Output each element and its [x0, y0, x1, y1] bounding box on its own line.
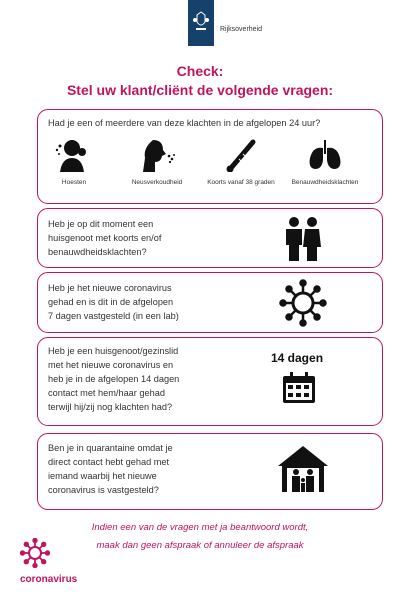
- symptom-label: Neusverkoudheid: [131, 179, 183, 186]
- question-line: gehad en is dit in de afgelopen: [48, 297, 174, 307]
- question-line: Heb je een huisgenoot/gezinslid: [48, 346, 179, 356]
- symptom-label: Benauwdheidsklachten: [291, 179, 359, 186]
- question-line: benauwdheidsklachten?: [48, 247, 147, 257]
- symptom-label: Hoesten: [61, 179, 87, 186]
- question-line: met het nieuwe coronavirus en: [48, 360, 174, 370]
- question-box-quarantine: [37, 433, 383, 510]
- coronavirus-logo-icon: [20, 538, 50, 568]
- question-line: iemand waarbij het nieuwe: [48, 471, 157, 481]
- logo-text: Rijksoverheid: [220, 26, 263, 33]
- question-box-housemate: [37, 208, 383, 268]
- question-line: Heb je op dit moment een: [48, 219, 154, 229]
- question-box-symptoms: [37, 109, 383, 204]
- symptom-breathing: [290, 138, 360, 187]
- calendar-icon: [282, 372, 316, 404]
- question-box-contact: [37, 337, 383, 426]
- question-line: huisgenoot met koorts en/of: [48, 233, 162, 243]
- cough-icon: [54, 138, 94, 172]
- lungs-icon: [305, 138, 345, 172]
- coronavirus-brand-text: coronavirus: [20, 574, 78, 585]
- thermometer-icon: [221, 138, 261, 172]
- question-line: contact met hem/haar gehad: [48, 388, 165, 398]
- days-label: 14 dagen: [271, 351, 324, 365]
- page-subtitle: Stel uw klant/cliënt de volgende vragen:: [66, 82, 334, 98]
- footer-line: Indien een van de vragen met ja beantwoord wordt,: [91, 522, 309, 533]
- question-line: coronavirus is vastgesteld?: [48, 485, 159, 495]
- question-box-infected: [37, 272, 383, 333]
- question-text: Had je een of meerdere van deze klachten in de afgelopen 24 uur?: [48, 118, 321, 128]
- footer-line: maak dan geen afspraak of annuleer de afspraak: [96, 540, 304, 551]
- question-line: Heb je het nieuwe coronavirus: [48, 283, 172, 293]
- symptom-label: Koorts vanaf 38 graden: [207, 179, 275, 186]
- page-title: Check:: [176, 63, 224, 79]
- house-people-icon: [276, 444, 330, 494]
- symptom-fever: [206, 138, 276, 187]
- question-line: direct contact hebt gehad met: [48, 457, 170, 467]
- symptom-sneeze: [122, 138, 192, 187]
- people-icon: [278, 215, 328, 261]
- crest-icon: [191, 10, 211, 34]
- question-line: terwijl hij/zij nog klachten had?: [48, 402, 173, 412]
- question-line: heb je in de afgelopen 14 dagen: [48, 374, 180, 384]
- virus-icon: [278, 279, 328, 327]
- symptom-cough: [39, 138, 109, 187]
- rijksoverheid-logo: [188, 0, 214, 46]
- question-line: 7 dagen vastgesteld (in een lab): [48, 311, 179, 321]
- sneeze-icon: [137, 138, 177, 172]
- question-line: Ben je in quarantaine omdat je: [48, 443, 173, 453]
